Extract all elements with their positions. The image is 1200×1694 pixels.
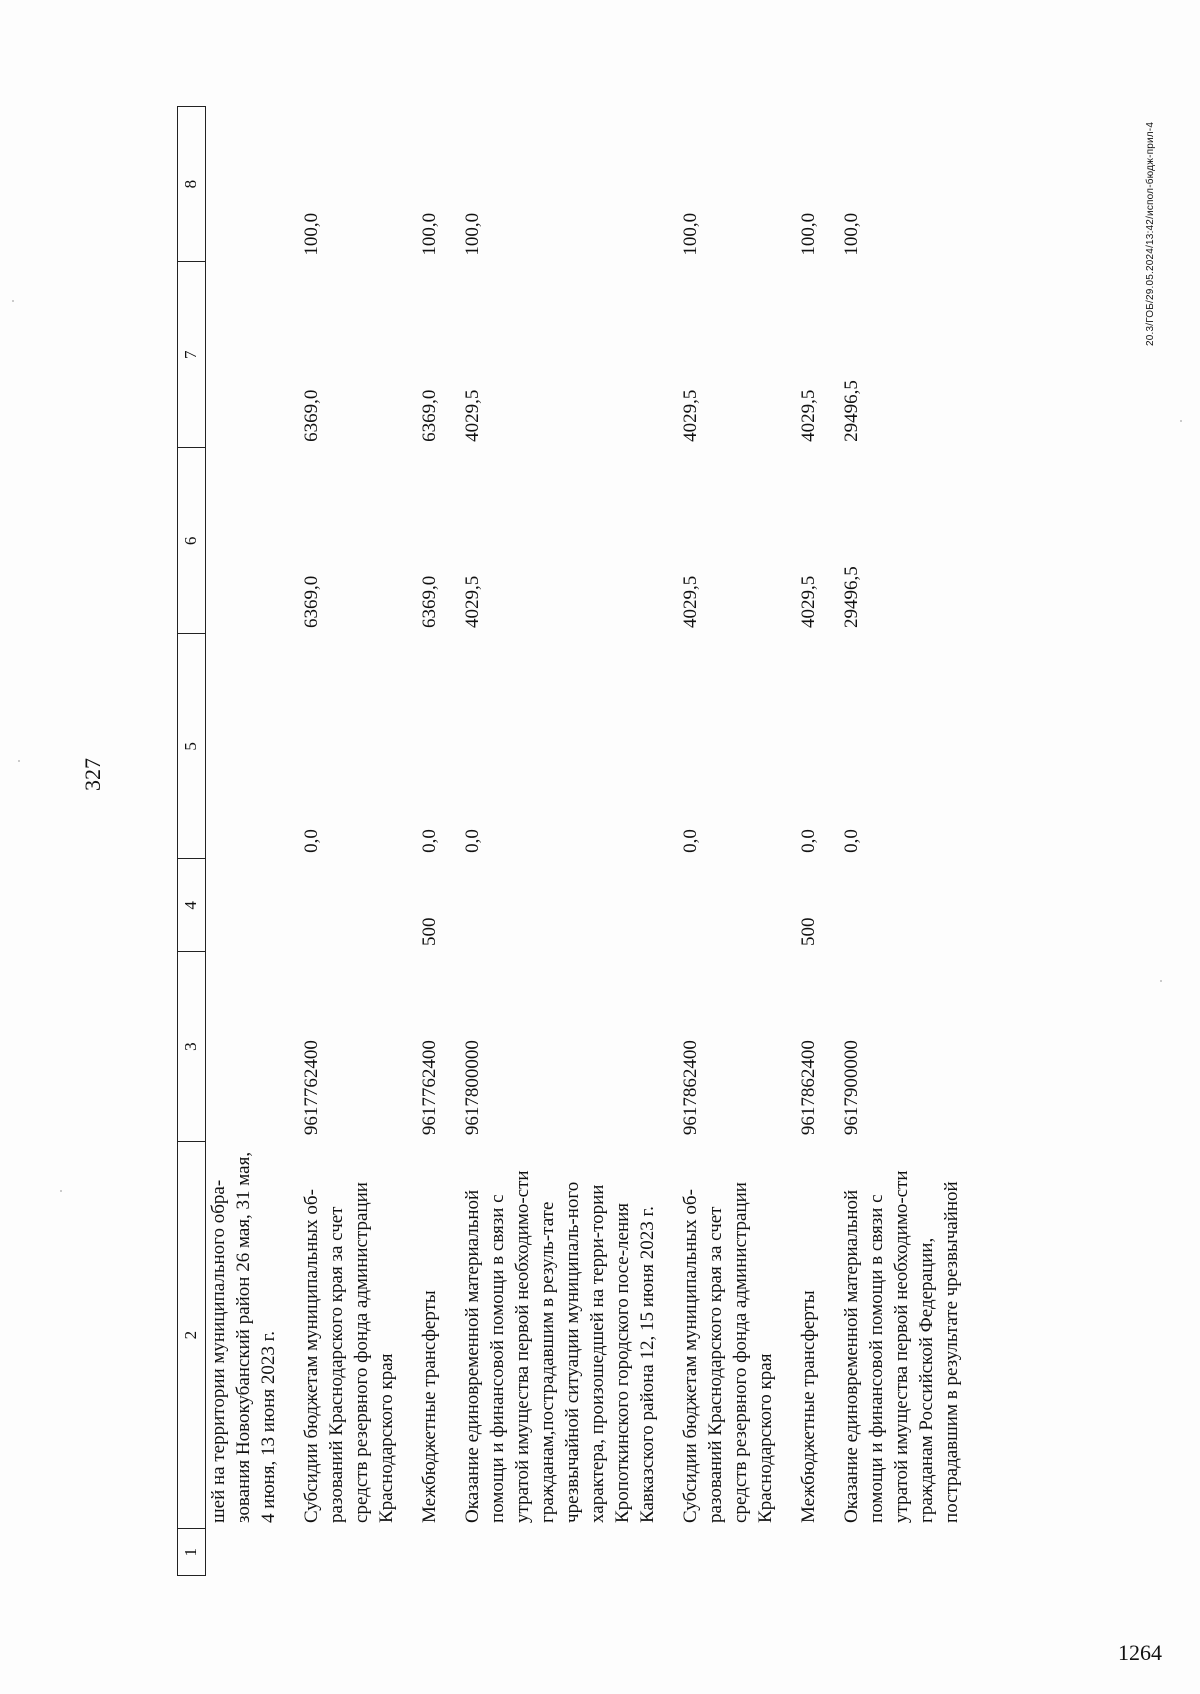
scan-speck (60, 1190, 62, 1192)
header-col-8: 8 (178, 107, 206, 262)
row-col8: 100,0 (419, 212, 440, 256)
row-vr: 500 (798, 917, 819, 946)
scan-speck (18, 760, 20, 762)
document-footer-code: 20.3/ГОБ/29.05.2024/13:42/испол-бюдж-прил-4 (1145, 121, 1156, 346)
table-row (796, 107, 821, 1576)
row-col6: 4029,5 (462, 575, 483, 628)
row-code: 9617762400 (419, 1040, 440, 1136)
row-code: 9617900000 (841, 1040, 862, 1136)
table-header-row (178, 107, 206, 1576)
row-col8: 100,0 (462, 212, 483, 256)
table-row (460, 107, 660, 1576)
table-row (417, 107, 442, 1576)
row-code (206, 952, 282, 1141)
table-row (839, 107, 964, 1576)
row-vr (299, 859, 399, 952)
row-description: Оказание единовременной материальной помощи и финансовой помощи в связи с утратой имущества первой необходимо-сти гражданам Российской Федерации, пострадавшим в результате чрезвычайной (841, 1170, 962, 1523)
budget-table (177, 106, 964, 1576)
header-col-3: 3 (178, 952, 206, 1141)
table-row (206, 107, 282, 1576)
scan-speck (1160, 980, 1162, 982)
row-col5: 0,0 (301, 829, 322, 853)
header-col-1: 1 (178, 1529, 206, 1576)
row-col5: 0,0 (798, 829, 819, 853)
table-row (678, 107, 778, 1576)
row-vr (839, 859, 964, 952)
row-col6: 4029,5 (798, 575, 819, 628)
row-vr: 500 (419, 917, 440, 946)
row-col7: 4029,5 (798, 389, 819, 442)
row-description: Субсидии бюджетам муниципальных об-разований Краснодарского края за счет средств резервного фонда администрации Краснодарского края (301, 1182, 397, 1523)
row-description: Межбюджетные трансферты (419, 1290, 440, 1523)
row-col8: 100,0 (680, 212, 701, 256)
row-description: Субсидии бюджетам муниципальных об-разований Краснодарского края за счет средств резервного фонда администрации Краснодарского края (680, 1182, 776, 1523)
header-col-7: 7 (178, 262, 206, 448)
scan-speck (1180, 420, 1182, 422)
row-col8: 100,0 (798, 212, 819, 256)
header-col-6: 6 (178, 448, 206, 634)
row-col5: 0,0 (462, 829, 483, 853)
header-col-2: 2 (178, 1141, 206, 1529)
row-col7: 29496,5 (841, 380, 862, 442)
row-col6: 4029,5 (680, 575, 701, 628)
row-col7 (206, 262, 282, 448)
row-description: Оказание единовременной материальной помощи и финансовой помощи в связи с утратой имущества первой необходимо-сти гражданам,пострадавшим в резуль-тате чрезвычайной ситуации муниципаль-ного характера, произошедшей на терри-тории Кропоткинского городского посе-ления Кавказского района 12, 15 июня 2023 г. (462, 1170, 658, 1523)
page-number-bottom: 1264 (1118, 1640, 1162, 1665)
row-col8 (206, 107, 282, 262)
page-number-top: 327 (80, 758, 105, 791)
row-col6: 29496,5 (841, 566, 862, 628)
row-description: шей на территории муниципального обра-зования Новокубанский район 26 мая, 31 мая, 4 июня, 13 июня 2023 г. (208, 1151, 279, 1523)
row-col7: 6369,0 (301, 389, 322, 442)
row-vr (460, 859, 660, 952)
header-col-5: 5 (178, 634, 206, 859)
scan-speck (12, 300, 14, 302)
row-col5: 0,0 (841, 829, 862, 853)
row-vr (206, 859, 282, 952)
row-col7: 4029,5 (680, 389, 701, 442)
row-col5: 0,0 (419, 829, 440, 853)
row-col7: 6369,0 (419, 389, 440, 442)
row-code: 9617762400 (301, 1040, 322, 1136)
row-col8: 100,0 (841, 212, 862, 256)
row-col6 (206, 448, 282, 634)
header-col-4: 4 (178, 859, 206, 952)
row-col7: 4029,5 (462, 389, 483, 442)
row-col8: 100,0 (301, 212, 322, 256)
row-col6: 6369,0 (419, 575, 440, 628)
row-description: Межбюджетные трансферты (798, 1290, 819, 1523)
row-col6: 6369,0 (301, 575, 322, 628)
row-vr (678, 859, 778, 952)
row-col5 (206, 634, 282, 859)
row-code: 9617862400 (798, 1040, 819, 1136)
row-code: 9617862400 (680, 1040, 701, 1136)
row-code: 9617800000 (462, 1040, 483, 1136)
row-col5: 0,0 (680, 829, 701, 853)
table-row (299, 107, 399, 1576)
